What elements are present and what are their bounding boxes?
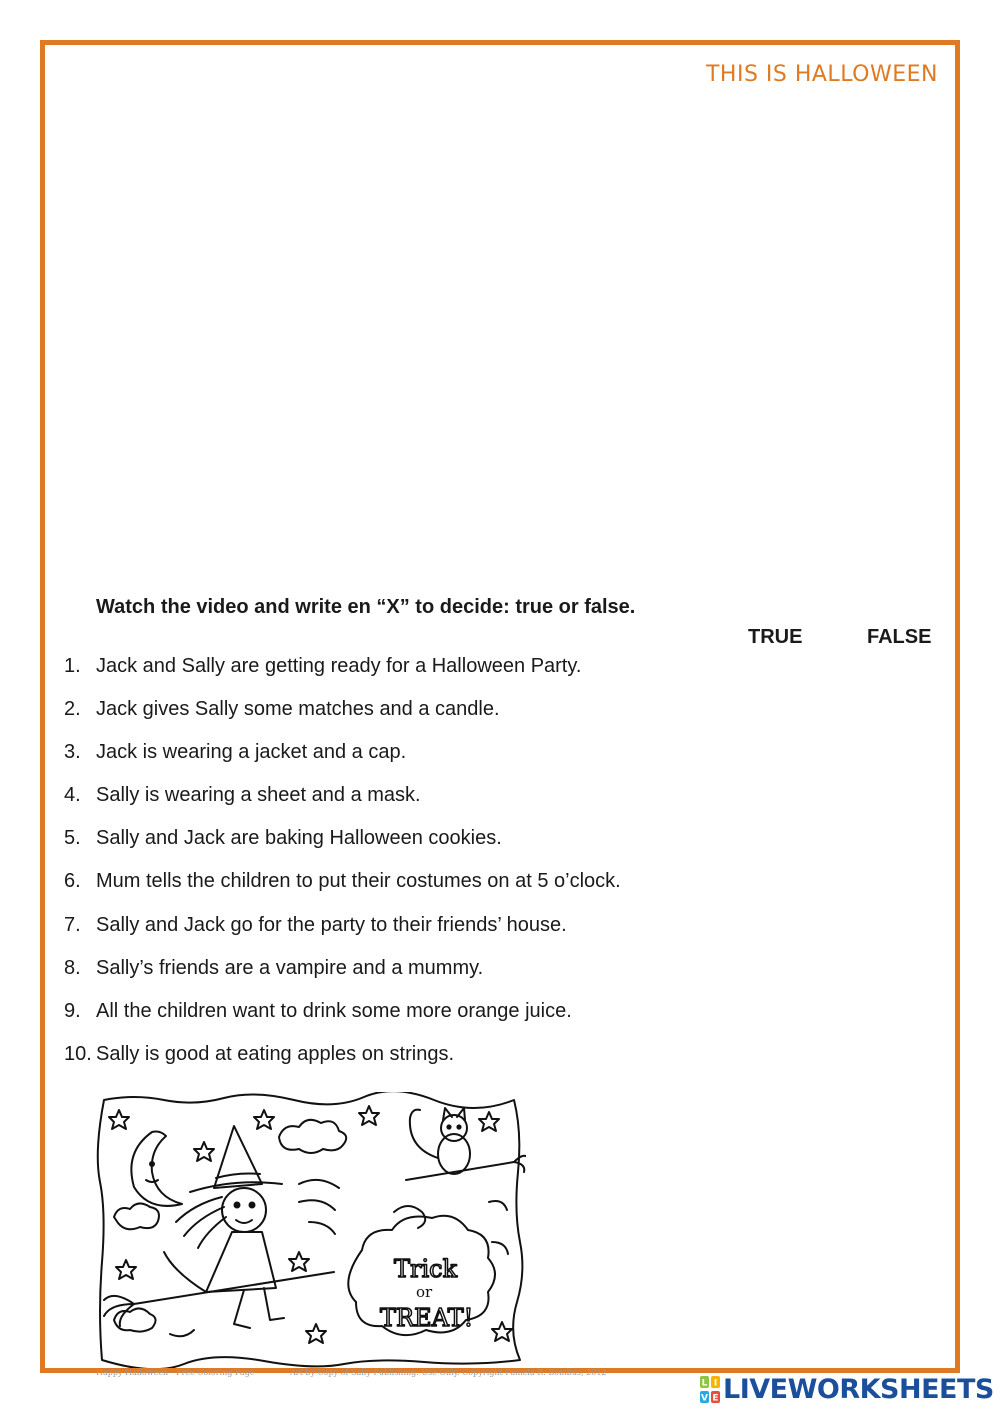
question-text: All the children want to drink some more orange juice. — [96, 999, 572, 1022]
question-text: Mum tells the children to put their costumes on at 5 o’clock. — [96, 870, 621, 893]
question-text: Jack gives Sally some matches and a candle. — [96, 698, 500, 721]
question-number: 5. — [64, 827, 81, 850]
question-text: Sally’s friends are a vampire and a mummy. — [96, 956, 484, 979]
svg-text:E: E — [712, 1393, 719, 1403]
question-item — [64, 651, 621, 694]
question-number: 10. — [64, 1042, 92, 1065]
trick-text: Trick — [394, 1255, 458, 1283]
question-number: 2. — [64, 698, 81, 721]
question-item — [64, 1039, 621, 1082]
question-number: 4. — [64, 784, 81, 807]
treat-text: TREAT! — [380, 1304, 474, 1332]
question-number: 1. — [64, 655, 81, 677]
svg-text:V: V — [701, 1393, 708, 1403]
question-text: Sally and Jack go for the party to their friends’ house. — [96, 913, 567, 936]
page-title: THIS IS HALLOWEEN — [705, 62, 938, 87]
question-number: 8. — [64, 956, 81, 979]
liveworksheets-brand — [700, 1374, 994, 1405]
question-text: Jack and Sally are getting ready for a Halloween Party. — [96, 655, 582, 677]
question-text: Sally is wearing a sheet and a mask. — [96, 784, 421, 807]
or-text: or — [416, 1283, 433, 1301]
question-item — [64, 694, 621, 737]
image-credit-right: Art by Copy of Sally Publishing. Use Only. Copyright Pamela R. Bombus, 2012 — [290, 1368, 607, 1377]
image-credit-left: Happy Halloween - Free Coloring Page — [96, 1368, 255, 1377]
question-list — [64, 651, 621, 1082]
true-column-header: TRUE — [748, 626, 803, 648]
question-item — [64, 996, 621, 1039]
question-text: Sally is good at eating apples on strings. — [96, 1042, 454, 1065]
false-column-header: FALSE — [867, 626, 932, 648]
question-item — [64, 953, 621, 996]
question-number: 6. — [64, 870, 81, 893]
question-item — [64, 737, 621, 780]
question-number: 9. — [64, 999, 81, 1022]
question-text: Jack is wearing a jacket and a cap. — [96, 741, 407, 764]
svg-text:L: L — [701, 1378, 708, 1388]
brand-name: LIVEWORKSHEETS — [723, 1374, 994, 1405]
question-item — [64, 823, 621, 866]
question-number: 3. — [64, 741, 81, 764]
question-item — [64, 866, 621, 909]
svg-text:I: I — [713, 1378, 718, 1388]
liveworksheets-logo-icon — [700, 1376, 720, 1404]
question-number: 7. — [64, 913, 81, 936]
question-item — [64, 910, 621, 953]
instruction-text: Watch the video and write en “X” to decide: true or false. — [96, 596, 636, 618]
question-item — [64, 780, 621, 823]
question-text: Sally and Jack are baking Halloween cookies. — [96, 827, 502, 850]
witch-coloring-illustration — [94, 1092, 526, 1368]
